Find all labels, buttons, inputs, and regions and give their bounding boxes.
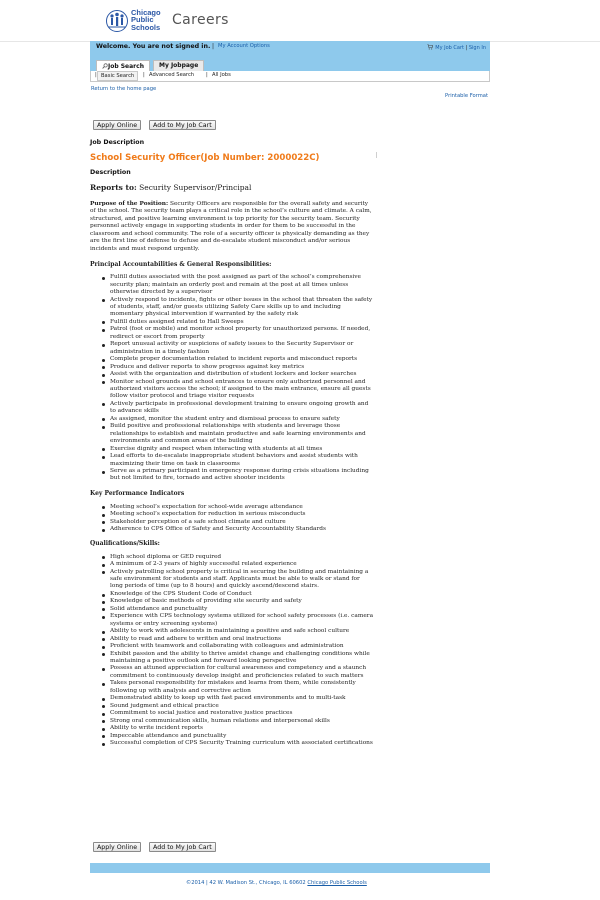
add-to-cart-button[interactable]: Add to My Job Cart (149, 120, 216, 130)
list-item: Knowledge of the CPS Student Code of Conduct (110, 591, 374, 598)
cart-icon[interactable] (427, 44, 433, 50)
principal-heading: Principal Accountabilities & General Responsibilities: (90, 261, 272, 269)
qualifications-list (110, 554, 374, 748)
tab-job-search[interactable] (96, 60, 150, 71)
list-item: High school diploma or GED required (110, 554, 374, 561)
list-item: Actively respond to incidents, fights or other issues in the school that threaten the safety of students, staff, and/or guests utilizing Safety Care skills up to and including momentary physical intervention if warranted by the safety risk (110, 296, 373, 318)
tab-job-search-label: Job Search (108, 63, 144, 70)
list-item: Actively patrolling school property is critical in securing the building and maintaining a safe environment for students and staff. Applicants must be able to walk or stand for long periods of time (up to 8 hours) and quickly ascend/descend stairs. (110, 569, 374, 591)
job-body (90, 201, 374, 747)
list-item: Serve as a primary participant in emergency response during crisis situations including but not limited to fire, tornado and active shooter incidents (110, 468, 374, 483)
kpi-heading: Key Performance Indicators (90, 489, 185, 497)
footer-cps-link[interactable]: Chicago Public Schools (307, 880, 367, 886)
list-item: As assigned, monitor the student entry and dismissal process to ensure safety (110, 416, 374, 423)
list-item: Possess an attuned appreciation for cultural awareness and competency and a staunch commitment to continuously develop insight and proficiencies related to such matters (110, 665, 374, 680)
list-item: Commitment to social justice and restorative justice practices (110, 710, 374, 717)
purpose-text: Security Officers are responsible for the overall safety and security of the school. The security team plays a critical role in the school’s culture and climate. A calm, structured, and positive learning environment is top priority for the security team. Security personnel actively engage in supporting students in order for them to be successful in the classroom and school community. The role of a security officer is physically demanding as they are the first line of defense to defuse and de-escalate student misconduct and/or serious incidents and must respond urgently. (90, 201, 372, 252)
purpose-paragraph (90, 201, 374, 253)
subnav-basic-search[interactable]: Basic Search (97, 71, 138, 81)
list-item: Ability to work with adolescents in maintaining a positive and safe school culture (110, 628, 374, 635)
list-item: Complete proper documentation related to incident reports and misconduct reports (110, 356, 374, 363)
search-subnav (90, 71, 490, 82)
cps-logo[interactable] (103, 7, 161, 35)
list-item: Actively participate in professional development training to ensure ongoing growth and to advance skills (110, 401, 374, 416)
apply-online-button[interactable]: Apply Online (93, 120, 141, 130)
reports-to-value: Security Supervisor/Principal (139, 183, 252, 192)
list-item: Fulfill duties assigned related to Hall Sweeps (110, 319, 374, 326)
subnav-divider-2: | (206, 72, 208, 78)
return-home-link[interactable]: Return to the home page (91, 86, 157, 92)
kpi-list (110, 504, 374, 534)
logo-line-1: Chicago (131, 8, 161, 17)
list-item: Patrol (foot or mobile) and monitor school property for unauthorized persons. If needed, redirect or escort from property (110, 326, 374, 341)
subnav-all-jobs[interactable]: All Jobs (212, 72, 231, 78)
cps-logo-text (131, 9, 161, 31)
list-item: Strong oral communication skills, human relations and interpersonal skills (110, 718, 374, 725)
subnav-left-divider: | (95, 72, 97, 78)
my-job-cart-link[interactable]: My Job Cart (435, 45, 464, 51)
list-item: Meeting school’s expectation for school-wide average attendance (110, 504, 374, 511)
printable-format-link[interactable]: Printable Format (445, 93, 488, 99)
purpose-label: Purpose of the Position: (90, 201, 169, 207)
list-item: Adherence to CPS Office of Safety and Security Accountability Standards (110, 526, 374, 533)
list-item: Takes personal responsibility for mistakes and learns from them, while consistently following up with analysis and corrective action (110, 680, 374, 695)
list-item: Ability to write incident reports (110, 725, 374, 732)
description-label: Description (90, 169, 131, 176)
subnav-advanced-search[interactable]: Advanced Search (149, 72, 195, 78)
main-tabs (96, 60, 207, 71)
column-divider (376, 152, 377, 158)
list-item: Experience with CPS technology systems utilized for school safety processes (i.e. camera systems or entry screening systems) (110, 613, 374, 627)
footer-text: ©2014 | 42 W. Madison St., Chicago, IL 60602 (186, 880, 306, 886)
qualifications-heading: Qualifications/Skills: (90, 539, 160, 547)
add-to-cart-button-bottom[interactable]: Add to My Job Cart (149, 842, 216, 852)
apply-online-button-bottom[interactable]: Apply Online (93, 842, 141, 852)
list-item: Report unusual activity or suspicions of safety issues to the Security Supervisor or administration in a timely fashion (110, 341, 374, 356)
list-item: A minimum of 2-3 years of highly successful related experience (110, 561, 374, 568)
job-title: School Security Officer(Job Number: 2000022C) (90, 153, 320, 163)
careers-heading: Careers (172, 12, 229, 28)
account-options-link[interactable]: My Account Options (218, 43, 270, 49)
list-item: Exercise dignity and respect when interacting with students at all times (110, 446, 374, 453)
sign-in-link[interactable]: Sign In (468, 45, 486, 51)
tab-my-jobpage[interactable] (153, 60, 204, 71)
reports-to-label: Reports to: (90, 183, 137, 192)
welcome-message: Welcome. You are not signed in. (96, 43, 211, 50)
tab-my-jobpage-label: My Jobpage (158, 62, 199, 69)
list-item: Assist with the organization and distribution of student lockers and locker searches (110, 371, 374, 378)
list-item: Knowledge of basic methods of providing site security and safety (110, 598, 374, 605)
cart-signin-area (427, 43, 486, 51)
list-item: Meeting school’s expectation for reduction in serious misconducts (110, 511, 374, 518)
list-item: Exhibit passion and the ability to thrive amidst change and challenging conditions while maintaining a positive outlook and forward looking perspective (110, 651, 374, 666)
nav-bar (90, 41, 490, 71)
list-item: Ability to read and adhere to written and oral instructions (110, 636, 374, 643)
list-item: Sound judgment and ethical practice (110, 703, 374, 710)
list-item: Fulfill duties associated with the post assigned as part of the school’s comprehensive security plan; maintain an orderly post and remain at the post at all times unless otherwise directed by a supervisor (110, 274, 374, 296)
list-item: Demonstrated ability to keep up with fast paced environments and to multi-task (110, 695, 374, 702)
footer-bar (90, 863, 490, 873)
cart-divider: | (465, 45, 468, 51)
list-item: Monitor school grounds and school entrances to ensure only authorized personnel and authorized visitors access the school; if assigned to the main entrance, ensure all guests follow visitor protocol and triage visitor requests (110, 379, 374, 401)
list-item: Successful completion of CPS Security Training curriculum with associated certifications (110, 740, 373, 746)
list-item: Lead efforts to de-escalate inappropriate student behaviors and assist students with maximizing their time on task in classrooms (110, 453, 374, 468)
list-item: Proficient with teamwork and collaborating with colleagues and administration (110, 643, 374, 650)
cps-figures-icon (103, 9, 131, 33)
search-icon (102, 63, 108, 69)
subnav-divider-1: | (143, 72, 145, 78)
footer (186, 880, 367, 886)
reports-to (90, 183, 251, 192)
logo-line-2: Public (131, 15, 154, 25)
list-item: Build positive and professional relationships with students and leverage those relationships to establish and maintain productive and safe learning environments and environments and common areas of the building (110, 423, 374, 445)
job-description-heading: Job Description (90, 139, 145, 146)
logo-line-3: Schools (131, 22, 161, 32)
principal-list (110, 274, 374, 483)
site-header (0, 0, 600, 42)
list-item: Stakeholder perception of a safe school climate and culture (110, 519, 374, 526)
list-item: Impeccable attendance and punctuality (110, 733, 374, 740)
list-item: Solid attendance and punctuality (110, 606, 374, 613)
header-divider: | (212, 43, 215, 50)
list-item: Produce and deliver reports to show progress against key metrics (110, 364, 374, 371)
